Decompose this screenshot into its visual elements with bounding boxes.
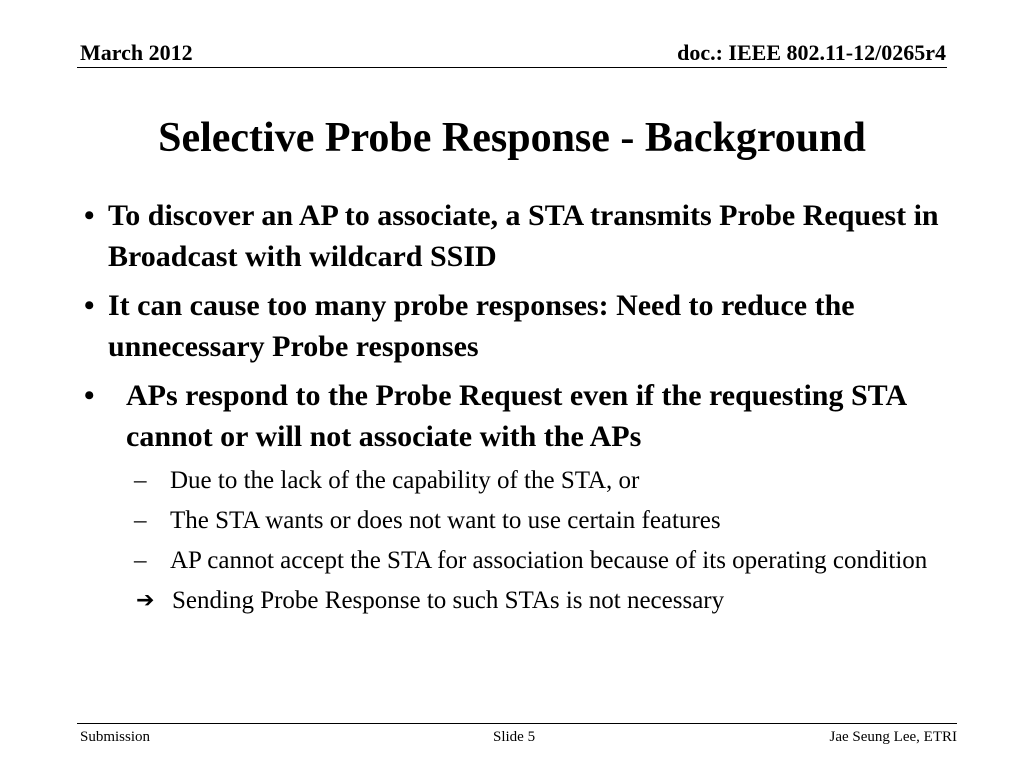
header-doc-id: doc.: IEEE 802.11-12/0265r4 [677,40,946,65]
conclusion-text: Sending Probe Response to such STAs is not necessary [172,587,725,614]
sub-bullet-text: The STA wants or does not want to use certain features [170,507,721,534]
footer-slide-number: Slide 5 [493,729,536,745]
slide-body [84,195,944,617]
footer-divider [77,723,957,724]
right-arrow-icon: ➔ [136,588,155,613]
slide-title: Selective Probe Response - Background [158,115,866,161]
sub-bullet-marker: – [134,507,147,534]
bullet-item [84,285,944,367]
bullet-item [84,375,944,457]
sub-bullet-text: Due to the lack of the capability of the STA, or [170,467,640,494]
sub-bullet-item [84,465,944,497]
bullet-text: To discover an AP to associate, a STA transmits Probe Request in Broadcast with wildcard SSID [108,199,939,273]
bullet-item [84,195,944,277]
bullet-marker: • [84,379,95,412]
footer-author: Jae Seung Lee, ETRI [829,729,957,745]
bullet-marker: • [84,289,95,322]
sub-bullet-marker: – [134,467,147,494]
footer-submission: Submission [80,729,151,745]
sub-bullet-item [84,545,944,577]
sub-bullet-text: AP cannot accept the STA for association because of its operating condition [170,547,928,574]
bullet-marker: • [84,199,95,232]
header-date: March 2012 [80,40,193,65]
bullet-text: It can cause too many probe responses: Need to reduce the unnecessary Probe responses [108,289,855,363]
sub-bullet-item [84,505,944,537]
sub-bullet-marker: – [134,547,147,574]
conclusion-line [84,585,944,617]
bullet-text: APs respond to the Probe Request even if the requesting STA cannot or will not associate with the APs [126,379,906,453]
header-divider [77,67,947,68]
